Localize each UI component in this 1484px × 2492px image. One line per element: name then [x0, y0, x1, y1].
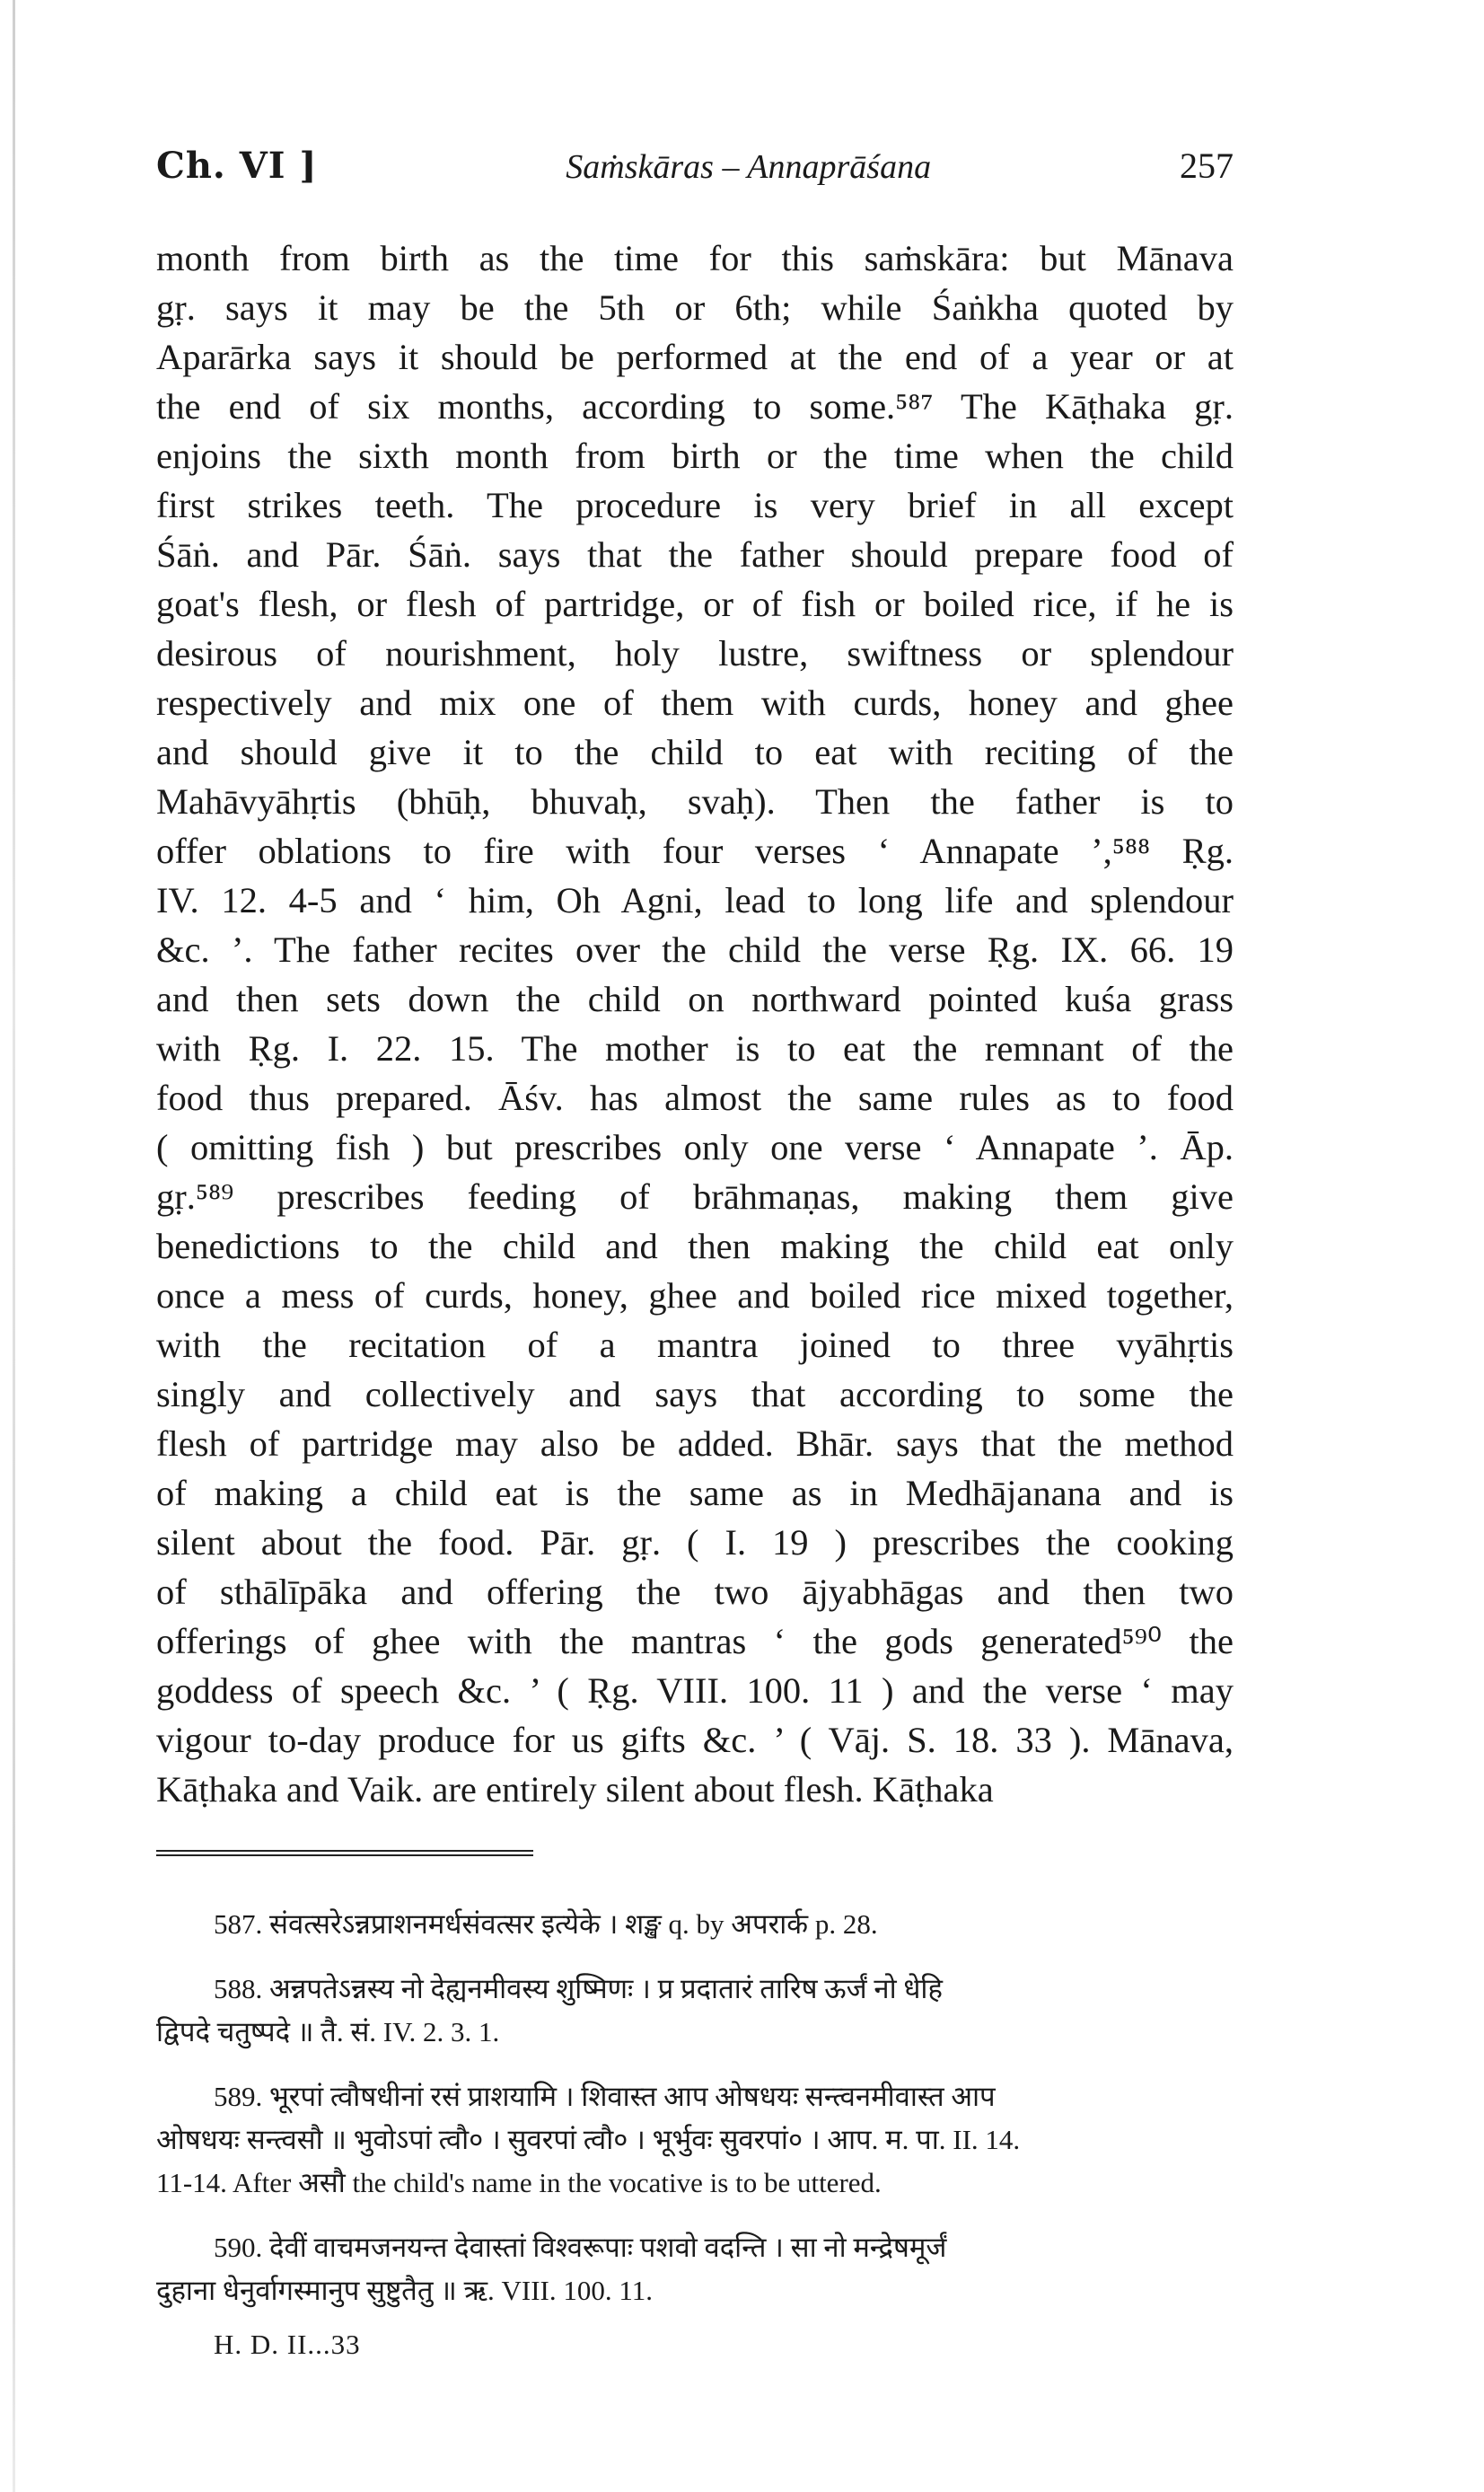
body-line: Kāṭhaka and Vaik. are entirely silent about flesh. Kāṭhaka: [156, 1769, 994, 1810]
book-page: [156, 135, 1234, 2366]
body-line: once a mess of curds, honey, ghee and boiled rice mixed together,: [156, 1275, 1234, 1316]
body-line: the end of six months, according to some.⁵⁸⁷ The Kāṭhaka gṛ.: [156, 386, 1234, 427]
footnote-590: [156, 2226, 1234, 2312]
footnote-line: 590. देवीं वाचमजनयन्त देवास्तां विश्वरूपाः पशवो वदन्ति । सा नो मन्द्रेषमूर्जं: [214, 2232, 947, 2263]
body-line: desirous of nourishment, holy lustre, swiftness or splendour: [156, 633, 1234, 674]
body-line: respectively and mix one of them with curds, honey and ghee: [156, 682, 1234, 723]
body-line: enjoins the sixth month from birth or the time when the child: [156, 436, 1234, 476]
body-line: benedictions to the child and then making the child eat only: [156, 1226, 1234, 1266]
body-line: with the recitation of a mantra joined to three vyāhṛtis: [156, 1325, 1234, 1365]
signature-mark: H. D. II...33: [214, 2329, 361, 2360]
body-line: IV. 12. 4-5 and ‘ him, Oh Agni, lead to long life and splendour: [156, 880, 1234, 920]
body-line: and then sets down the child on northward pointed kuśa grass: [156, 979, 1234, 1019]
body-line: flesh of partridge may also be added. Bhār. says that the method: [156, 1423, 1234, 1464]
body-line: vigour to-day produce for us gifts &c. ’ ( Vāj. S. 18. 33 ). Mānava,: [156, 1720, 1234, 1760]
body-text: [156, 233, 1234, 1814]
running-head: [156, 135, 1234, 198]
body-line: of sthālīpāka and offering the two ājyabhāgas and then two: [156, 1572, 1234, 1612]
footnote-number: 589.: [214, 2081, 263, 2112]
body-line: goat's flesh, or flesh of partridge, or of fish or boiled rice, if he is: [156, 584, 1234, 624]
footnote-line: 11-14. After असौ the child's name in the vocative is to be uttered.: [156, 2167, 882, 2198]
footnote-line: 589. भूरपां त्वौषधीनां रसं प्राशयामि । शिवास्त आप ओषधयः सन्त्वनमीवास्त आप: [214, 2081, 996, 2112]
body-line: silent about the food. Pār. gṛ. ( I. 19 ) prescribes the cooking: [156, 1522, 1234, 1563]
footnote-589: [156, 2075, 1234, 2205]
body-line: singly and collectively and says that according to some the: [156, 1374, 1234, 1414]
footnote-number: 590.: [214, 2232, 263, 2263]
body-line: gṛ. says it may be the 5th or 6th; while Śaṅkha quoted by: [156, 287, 1234, 328]
body-line: offerings of ghee with the mantras ‘ the gods generated⁵⁹⁰ the: [156, 1621, 1234, 1661]
footnote-rule: [156, 1854, 533, 1856]
body-line: Mahāvyāhṛtis (bhūḥ, bhuvaḥ, svaḥ). Then the father is to: [156, 781, 1234, 822]
body-line: Śāṅ. and Pār. Śāṅ. says that the father should prepare food of: [156, 534, 1234, 575]
chapter-label: Ch. VI ]: [156, 145, 318, 187]
body-line: with Ṛg. I. 22. 15. The mother is to eat the remnant of the: [156, 1028, 1234, 1069]
footnote-line: द्विपदे चतुष्पदे ॥ तै. सं. IV. 2. 3. 1.: [156, 2016, 500, 2047]
body-line: gṛ.⁵⁸⁹ prescribes feeding of brāhmaṇas, making them give: [156, 1176, 1234, 1217]
body-line: food thus prepared. Āśv. has almost the same rules as to food: [156, 1078, 1234, 1118]
footnote-rule: [156, 1850, 533, 1852]
body-line: and should give it to the child to eat with reciting of the: [156, 732, 1234, 772]
footnote-587: [156, 1903, 1234, 1946]
body-line: &c. ’. The father recites over the child the verse Ṛg. IX. 66. 19: [156, 929, 1234, 970]
body-line: first strikes teeth. The procedure is very brief in all except: [156, 485, 1234, 525]
page-number: 257: [1180, 145, 1234, 186]
body-line: goddess of speech &c. ’ ( Ṛg. VIII. 100. 11 ) and the verse ‘ may: [156, 1670, 1234, 1711]
footnote-588: [156, 1968, 1234, 2054]
footnote-line: 588. अन्नपतेऽन्नस्य नो देह्यनमीवस्य शुष्मिणः । प्र प्रदातारं तारिष ऊर्जं नो धेहि: [214, 1973, 943, 2004]
footnotes: [156, 1903, 1234, 2366]
body-line: month from birth as the time for this saṁskāra: but Mānava: [156, 238, 1234, 278]
body-line: offer oblations to fire with four verses ‘ Annapate ’,⁵⁸⁸ Ṛg.: [156, 831, 1234, 871]
body-line: Aparārka says it should be performed at the end of a year or at: [156, 337, 1234, 377]
footnote-line: 587. संवत्सरेऽन्नप्राशनमर्धसंवत्सर इत्येके । शङ्ख q. by अपरार्क p. 28.: [214, 1908, 878, 1940]
scan-edge: [13, 0, 15, 2492]
footnote-number: 587.: [214, 1908, 263, 1940]
body-line: of making a child eat is the same as in Medhājanana and is: [156, 1473, 1234, 1513]
running-title: Saṁskāras – Annaprāśana: [566, 148, 932, 186]
footnote-number: 588.: [214, 1973, 263, 2004]
footnote-line: ओषधयः सन्त्वसौ ॥ भुवोऽपां त्वौ० । सुवरपां त्वौ० । भूर्भुवः सुवरपां० । आप. म. पा. II. 14.: [156, 2124, 1021, 2155]
body-line: ( omitting fish ) but prescribes only one verse ‘ Annapate ’. Āp.: [156, 1127, 1234, 1167]
footnote-line: दुहाना धेनुर्वागस्मानुप सुष्टुतैतु ॥ ऋ. VIII. 100. 11.: [156, 2275, 653, 2306]
